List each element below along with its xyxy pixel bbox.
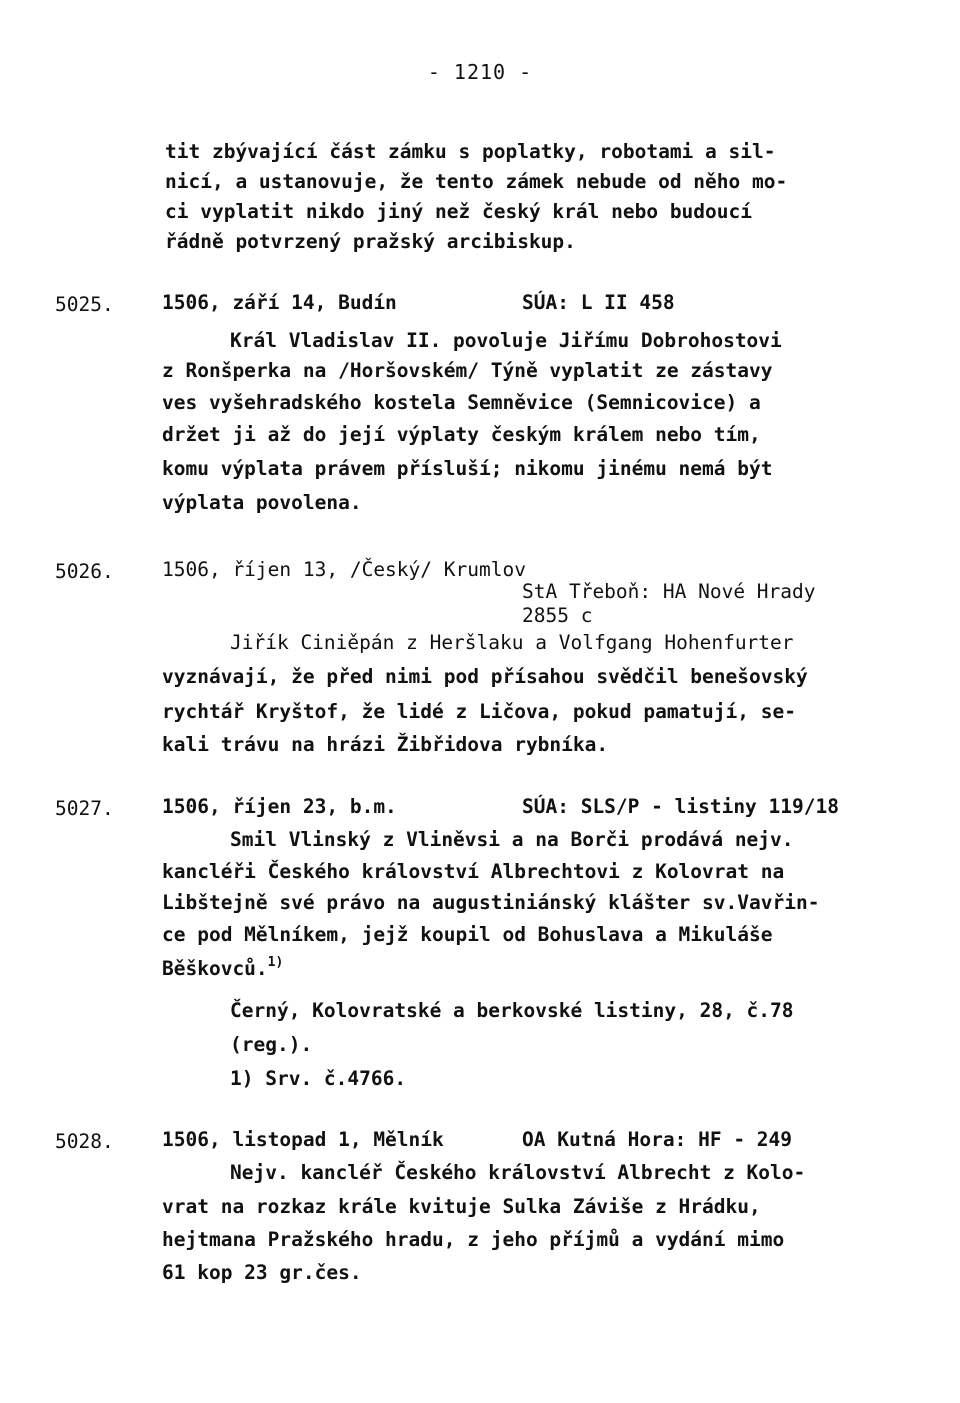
entry-number: 5026. xyxy=(55,560,114,583)
entry-line-text: Běškovců. xyxy=(162,957,268,980)
continuation-line: ci vyplatit nikdo jiný než český král nebo budoucí xyxy=(165,200,752,223)
entry-date: 1506, říjen 23, b.m. xyxy=(162,795,397,818)
entry-source: SÚA: SLS/P - listiny 119/18 xyxy=(522,795,839,818)
entry-line: ves vyšehradského kostela Semněvice (Semnicovice) a xyxy=(162,391,761,414)
entry-line: Jiřík Ciniěpán z Heršlaku a Volfgang Hohenfurter xyxy=(230,631,794,654)
entry-line: 61 kop 23 gr.čes. xyxy=(162,1261,362,1284)
entry-source: SÚA: L II 458 xyxy=(522,291,675,314)
entry-line: kali trávu na hrázi Žibřidova rybníka. xyxy=(162,733,609,756)
entry-date: 1506, září 14, Budín xyxy=(162,291,397,314)
entry-number: 5028. xyxy=(55,1130,114,1153)
entry-line: Smil Vlinský z Vliněvsi a na Borči prodává nejv. xyxy=(230,828,794,851)
page-number: - 1210 - xyxy=(427,60,533,84)
entry-line: z Ronšperka na /Horšovském/ Týně vyplatit ze zástavy xyxy=(162,359,773,382)
entry-line xyxy=(162,955,284,980)
continuation-line: nicí, a ustanovuje, že tento zámek nebude od něho mo- xyxy=(165,170,788,193)
entry-line: držet ji až do její výplaty českým králem nebo tím, xyxy=(162,423,761,446)
entry-line: Nejv. kancléř Českého království Albrecht z Kolo- xyxy=(230,1161,806,1184)
continuation-line: tit zbývající část zámku s poplatky, robotami a sil- xyxy=(165,140,776,163)
continuation-line: řádně potvrzený pražský arcibiskup. xyxy=(165,230,576,253)
entry-line: vrat na rozkaz krále kvituje Sulka Záviše z Hrádku, xyxy=(162,1195,761,1218)
entry-line: rychtář Kryštof, že lidé z Ličova, pokud pamatují, se- xyxy=(162,700,796,723)
entry-line: ce pod Mělníkem, jejž koupil od Bohuslava a Mikuláše xyxy=(162,923,773,946)
entry-date: 1506, říjen 13, /Český/ Krumlov xyxy=(162,558,526,581)
entry-number: 5025. xyxy=(55,293,114,316)
entry-line: výplata povolena. xyxy=(162,491,362,514)
entry-line: Libštejně své právo na augustiniánský klášter sv.Vavřin- xyxy=(162,891,820,914)
literature-reference: (reg.). xyxy=(230,1033,313,1056)
entry-line: kancléři Českého království Albrechtovi z Kolovrat na xyxy=(162,860,785,883)
entry-source: 2855 c xyxy=(522,604,593,627)
entry-source: StA Třeboň: HA Nové Hrady xyxy=(522,580,816,603)
entry-line: komu výplata právem přísluší; nikomu jinému nemá být xyxy=(162,457,773,480)
entry-number: 5027. xyxy=(55,797,114,820)
entry-line: hejtmana Pražského hradu, z jeho příjmů a vydání mimo xyxy=(162,1228,785,1251)
footnote-mark: 1) xyxy=(267,955,284,970)
entry-date: 1506, listopad 1, Mělník xyxy=(162,1128,444,1151)
entry-line: vyznávají, že před nimi pod přísahou svědčil benešovský xyxy=(162,665,808,688)
entry-source: OA Kutná Hora: HF - 249 xyxy=(522,1128,793,1151)
footnote: 1) Srv. č.4766. xyxy=(230,1067,407,1090)
literature-reference: Černý, Kolovratské a berkovské listiny, 28, č.78 xyxy=(230,999,794,1022)
entry-line: Král Vladislav II. povoluje Jiřímu Dobrohostovi xyxy=(230,329,782,352)
